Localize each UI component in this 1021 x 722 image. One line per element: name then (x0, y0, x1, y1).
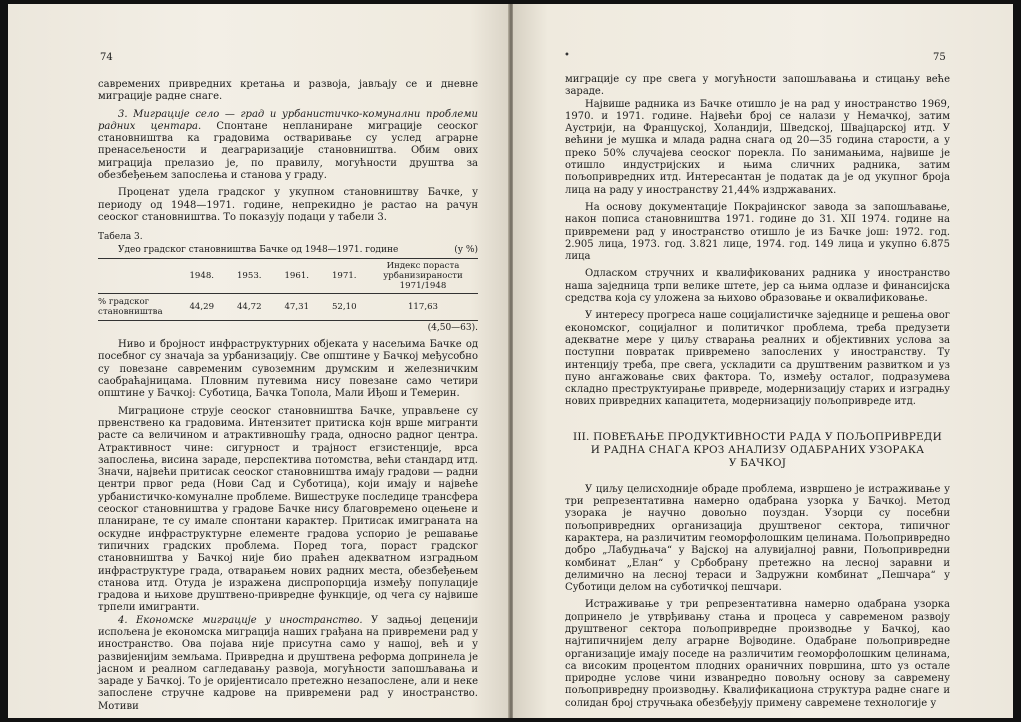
section-heading-italic: 4. Економске миграције у иностранство. (118, 614, 363, 626)
paragraph: савремених привредних кретања и развоја, јављају се и дневне миграције радне снаге. (98, 79, 478, 103)
table-header: 1948. (178, 258, 226, 293)
table-header: 1953. (226, 258, 274, 293)
table-header: Индекс пораста урбанизираности 1971/1948 (368, 258, 478, 293)
paragraph: Истраживање у три репрезентативна намерно одабрана узорка допринело је утврђивању стања и процеса у савременом развоју друштвеног сектора пољопривредне производње у Бачкој, као најтипичнијем делу аграрне Војводине. Одабране пољопривредне организације имају поседе на различитим геоморфолошким целинама, са високим процентом плодних ораничних површина, што уз остале природне услове чини изванредно повољну основу за савремену пољопривредну производњу. Квалификациона структура радне снаге и солидан број стручњака обезбеђују примену савремене технологије у (565, 599, 950, 709)
table-cell: 52,10 (321, 293, 369, 320)
table-cell: 44,72 (226, 293, 274, 320)
paragraph: Проценат удела градског у укупном становништву Бачке, у периоду од 1948—1971. године, непрекидно је растао на рачун сеоског становништва. То показују подаци у табели 3. (98, 187, 478, 223)
paragraph (98, 615, 478, 713)
table-label: Табела 3. (98, 232, 143, 243)
table-cell: % градског становништва (98, 293, 178, 320)
table-source: (4,50—63). (427, 322, 478, 333)
paragraph-text: Спонтане непланиране миграције сеоског становништва ка градовима остваривање су услед аграрне пренасељености и деаграризације становништва. Обим ових миграција прелазио је, по правилу, могућности друштва за обезбеђењем запослења и станова у граду. (98, 120, 479, 182)
chapter-heading-line: III. ПОВЕЋАЊЕ ПРОДУКТИВНОСТИ РАДА У ПОЉОПРИВРЕДИ (572, 430, 942, 443)
chapter-heading-line: У БАЧКОЈ (728, 456, 787, 469)
paragraph: У циљу целисходније обраде проблема, извршено је истраживање у три репрезентативна намерно одабрана узорка у Бачкој. Метод узорака је научно довољно поуздан. Узорци су посебни пољопривредних организација друштвеног сектора, типичног карактера, на различитим геоморфолошким целинама. Пољопривредно добро „Лабудњача“ у Вајској на алувијалној равни, Пољопривредни комбинат „Елан“ у Србобрану претежно на лесној заравни и делимично на лесној тераси и Задружни комбинат „Пешчара“ у Суботици делом на суботичкој пешчари. (565, 483, 950, 594)
table-header-row (98, 258, 478, 293)
paragraph-text: У задњој деценији испољена је економска миграција наших грађана на привремени рад у иностранство. Ова појава није присутна само у нашој, већ и у развијенијим земљама. Привредна и друштвена реформа допринела је јасном и реалном сагледавању развоја, могућности запошљавања и зараде у Бачкој. То је оријентисало претежно незапослене, али и неке запослене стручне кадрове на привремени рад у иностранство. Мотиви (98, 614, 478, 712)
paragraph: Ниво и бројност инфраструктурних објеката у насељима Бачке од посебног су значаја за урбанизацију. Све општине у Бачкој међусобно су повезане савременим сувоземним друмским и железничким саобраћајницама. Пловним путевима нису повезане само четири општине у Бачкој: Суботица, Бачка Топола, Мали Иђош и Темерин. (98, 339, 478, 400)
right-page (513, 4, 1013, 718)
paragraph: Највише радника из Бачке отишло је на рад у иностранство 1969, 1970. и 1971. године. Највећи број се налази у Немачкој, затим Аустрији, на Француској, Холандији, Шведској, Швајцарској итд. У већини је мушка и млада радна снага од 20—35 година старости, а у преко 50% случајева сеоског порекла. По занимањима, највише је отишло индустријских и њима сличних радника, затим пољопривредних итд. Интересантан је податак да је од укупног броја лица на раду у иностранству 21,44% издржаваних. (565, 98, 950, 196)
table-header: 1971. (321, 258, 369, 293)
paragraph (98, 109, 478, 183)
left-page (8, 4, 510, 718)
paragraph: Одласком стручних и квалификованих радника у иностранство наша заједница трпи велике штете, јер са њима одлазе и финансијска средства која су уложена за њихово образовање и оквалификовање. (565, 268, 950, 305)
paragraph: Миграционе струје сеоског становништва Бачке, управљене су првенствено ка градовима. Интензитет притиска којн врше мигранти расте са величином и атрактивношћу града, односно радног центра. Атрактивност чине: сигурност и трајност егзистенције, врса запослења, висина зараде, перспектива потомства, већи стандард итд. Значи, највећи притисак сеоског становништва имају градови — радни центри првог реда (Нови Сад и Суботица), који имају и највеће урбанистичко-комуналне проблеме. Вишеструке последице трансфера сеоског становништва у градове Бачке нису благовремено оцењене и планиране, те су имале спонтани карактер. Притисак имиграната на оскудне инфраструктурне елементе градова успорио је решавање типичних градских проблема. Поред тога, пораст градског становништва у Бачкој није био праћен адекватном изградњом инфраструктуре града, отварањем нових радних места, обезбеђењем станова итд. Отуда је изражена диспропорција између популације градова и њихове друштвено-привредне функције, од чега су највише трпели имигранти. (98, 405, 478, 614)
page-number-right: 75 (933, 52, 946, 63)
table-cell: 47,31 (273, 293, 321, 320)
right-page-text (565, 74, 950, 710)
table-cell: 117,63 (368, 293, 478, 320)
table-row (98, 293, 478, 320)
table-cell: 44,29 (178, 293, 226, 320)
paragraph: На основу документације Покрајинског завода за запошљавање, након пописа становништва 1971. године до 31. XII 1974. године на привремени рад у иностранство отишло је из Бачке још: 1972. год. 2.905 лица, 1973. год. 3.821 лице, 1974. год. 149 лица и укупно 6.875 лица (565, 201, 950, 263)
table-caption-row (98, 244, 478, 256)
chapter-heading-line: И РАДНА СНАГА КРОЗ АНАЛИЗУ ОДАБРАНИХ УЗОРАКА (590, 443, 925, 456)
table-caption: Удео градског становништва Бачке од 1948—1971. године (118, 244, 399, 255)
section-heading-italic: 3. Миграције село — град и урбанистичко-комунални проблеми радних центара. (98, 108, 478, 132)
table-3 (98, 258, 478, 321)
page-number-left: 74 (100, 52, 113, 63)
table-header: 1961. (273, 258, 321, 293)
paragraph: миграције су пре свега у могућности запошљавања и стицању веће зараде. (565, 74, 950, 98)
left-page-text (98, 79, 478, 713)
table-unit: (у %) (454, 244, 478, 255)
page-mark: • (564, 50, 570, 61)
chapter-heading (565, 431, 950, 470)
table-header (98, 258, 178, 293)
paragraph: У интересу прогреса наше социјалистичке заједнице и решења овог економског, социјалног и политичког проблема, треба предузети адекватне мере у циљу стварања реалних и објективних услова за поступни повратак привремено запослених у иностранству. Ту интенцију треба, пре свега, ускладити са друштвеним развитком и уз пуно ангажовање свих фактора. То, између осталог, подразумева складно преструктуирање привреде, модернизацију старих и изградњу нових привредних капацитета, модернизацију пољопривреде итд. (565, 310, 950, 408)
